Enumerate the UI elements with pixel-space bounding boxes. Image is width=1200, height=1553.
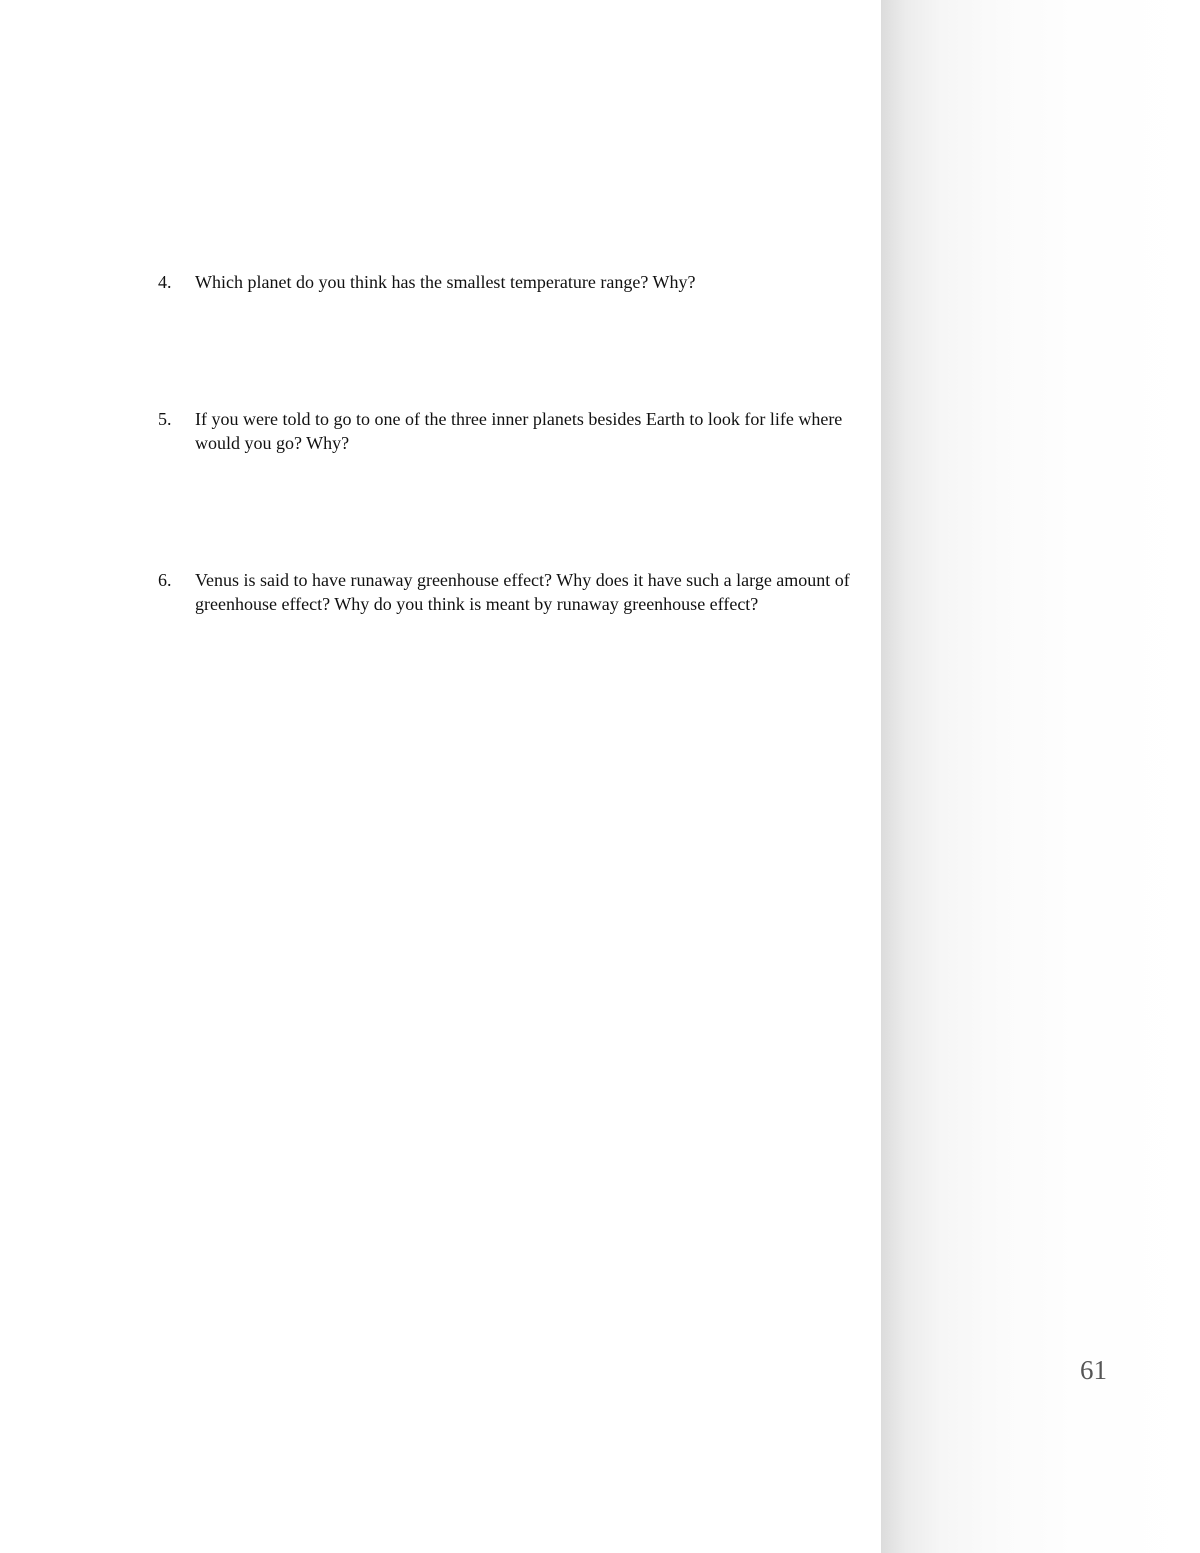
question-text: Venus is said to have runaway greenhouse effect? Why does it have such a large amount of greenhouse effect? Why do you think is meant by runaway greenhouse effect? — [195, 570, 850, 614]
question-4 — [158, 271, 858, 295]
question-number: 5. — [158, 409, 172, 429]
question-text: Which planet do you think has the smallest temperature range? Why? — [195, 272, 696, 292]
question-number: 6. — [158, 570, 172, 590]
question-6 — [158, 569, 858, 616]
page-edge-shadow — [881, 0, 1200, 1553]
page-number: 61 — [1080, 1355, 1107, 1385]
question-number: 4. — [158, 272, 172, 292]
question-text: If you were told to go to one of the three inner planets besides Earth to look for life where would you go? Why? — [195, 409, 843, 453]
question-5 — [158, 408, 858, 455]
